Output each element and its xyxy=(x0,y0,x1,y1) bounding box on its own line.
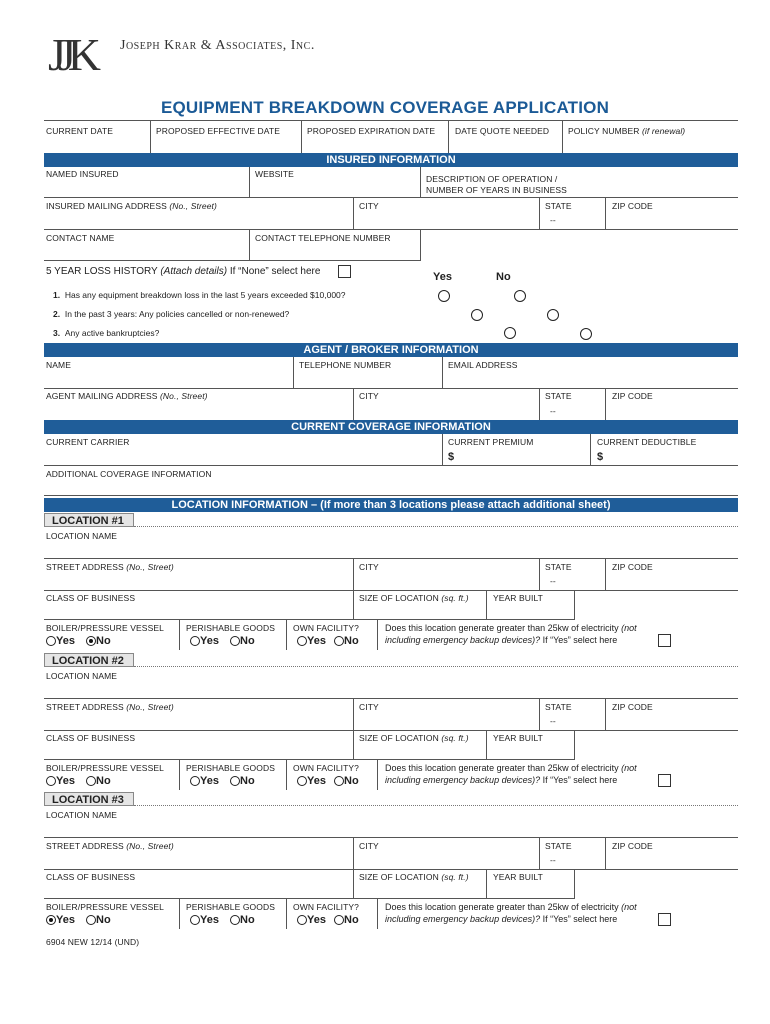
location-1-generator-question xyxy=(385,622,637,646)
divider xyxy=(353,591,354,619)
boiler-no-label: No xyxy=(96,775,111,787)
divider xyxy=(134,666,738,667)
location-2-perishable-options xyxy=(190,775,255,787)
named-insured-field[interactable]: NAMED INSURED xyxy=(46,169,119,179)
divider xyxy=(44,465,738,466)
years-in-business-label: NUMBER OF YEARS IN BUSINESS xyxy=(426,185,567,195)
divider xyxy=(44,260,421,261)
location-3-city-field[interactable]: CITY xyxy=(359,841,379,851)
divider xyxy=(353,731,354,759)
proposed-effective-date-field[interactable]: PROPOSED EFFECTIVE DATE xyxy=(156,126,280,136)
location-2-zip-field[interactable]: ZIP CODE xyxy=(612,702,653,712)
perishable-no-radio[interactable] xyxy=(230,636,240,646)
own-yes-radio[interactable] xyxy=(297,915,307,925)
divider xyxy=(44,495,738,496)
size-label: SIZE OF LOCATION xyxy=(359,872,439,882)
date-quote-needed-field[interactable]: DATE QUOTE NEEDED xyxy=(455,126,550,136)
divider xyxy=(301,121,302,153)
question-1-text: Has any equipment breakdown loss in the last 5 years exceeded $10,000? xyxy=(64,290,346,300)
divider xyxy=(44,837,738,838)
divider xyxy=(179,899,180,929)
location-2-size-field[interactable] xyxy=(359,733,469,743)
divider xyxy=(539,198,540,229)
question-3 xyxy=(53,328,159,338)
agent-email-field[interactable]: EMAIL ADDRESS xyxy=(448,360,518,370)
divider xyxy=(562,121,563,153)
loss-history-none: If “None” select here xyxy=(229,266,321,277)
q2-yes-radio[interactable] xyxy=(471,309,483,321)
size-label: SIZE OF LOCATION xyxy=(359,733,439,743)
location-3-state-field[interactable]: STATE xyxy=(545,841,572,851)
insured-state-field[interactable]: STATE xyxy=(545,201,572,211)
no-loss-checkbox[interactable] xyxy=(338,265,351,278)
perishable-yes-radio[interactable] xyxy=(190,776,200,786)
location-2-generator-question xyxy=(385,762,637,786)
question-2-text: In the past 3 years: Any policies cancelled or non-renewed? xyxy=(64,309,290,319)
perishable-no-radio[interactable] xyxy=(230,915,240,925)
gen-q1: Does this location generate greater than 25kw of electricity xyxy=(385,623,619,633)
divider xyxy=(605,699,606,731)
location-1-own-label: OWN FACILITY? xyxy=(293,623,360,633)
divider xyxy=(574,591,575,619)
location-3-perishable-label: PERISHABLE GOODS xyxy=(186,902,275,912)
location-1-perishable-label: PERISHABLE GOODS xyxy=(186,623,275,633)
location-2-city-field[interactable]: CITY xyxy=(359,702,379,712)
divider xyxy=(605,838,606,870)
location-band-text: LOCATION INFORMATION – (If more than 3 locations please attach additional sheet) xyxy=(171,499,611,511)
location-3-zip-field[interactable]: ZIP CODE xyxy=(612,841,653,851)
agent-mailing-note: (No., Street) xyxy=(160,391,208,401)
location-2-class-field[interactable]: CLASS OF BUSINESS xyxy=(46,733,136,743)
q1-no-radio[interactable] xyxy=(514,290,526,302)
divider xyxy=(442,434,443,465)
street-note: (No., Street) xyxy=(126,562,174,572)
location-3-class-field[interactable]: CLASS OF BUSINESS xyxy=(46,872,136,882)
own-no-radio[interactable] xyxy=(334,776,344,786)
divider xyxy=(448,121,449,153)
divider xyxy=(353,389,354,420)
insured-mailing-address-field[interactable] xyxy=(46,201,217,211)
location-1-state-value: -- xyxy=(550,576,556,586)
perishable-yes-label: Yes xyxy=(200,635,219,647)
current-carrier-field[interactable]: CURRENT CARRIER xyxy=(46,437,130,447)
gen-not: (not xyxy=(621,763,637,773)
location-3-state-value: -- xyxy=(550,855,556,865)
policy-number-label: POLICY NUMBER xyxy=(568,126,640,136)
no-column-header: No xyxy=(496,271,511,283)
size-note: (sq. ft.) xyxy=(441,872,469,882)
street-note: (No., Street) xyxy=(126,702,174,712)
boiler-yes-label: Yes xyxy=(56,914,75,926)
location-1-tab: LOCATION #1 xyxy=(44,513,134,527)
divider xyxy=(486,731,487,759)
street-label: STREET ADDRESS xyxy=(46,562,124,572)
own-no-radio[interactable] xyxy=(334,915,344,925)
divider xyxy=(353,699,354,731)
boiler-no-radio[interactable] xyxy=(86,636,96,646)
divider xyxy=(539,389,540,420)
boiler-yes-radio[interactable] xyxy=(46,776,56,786)
q3-no-radio[interactable] xyxy=(580,328,592,340)
boiler-no-radio[interactable] xyxy=(86,776,96,786)
location-2-perishable-label: PERISHABLE GOODS xyxy=(186,763,275,773)
divider xyxy=(605,559,606,591)
divider xyxy=(605,198,606,229)
location-2-boiler-options xyxy=(46,775,111,787)
location-3-boiler-label: BOILER/PRESSURE VESSEL xyxy=(46,902,164,912)
perishable-no-label: No xyxy=(240,635,255,647)
street-label: STREET ADDRESS xyxy=(46,702,124,712)
size-label: SIZE OF LOCATION xyxy=(359,593,439,603)
location-3-street-field[interactable] xyxy=(46,841,174,851)
boiler-yes-radio[interactable] xyxy=(46,915,56,925)
form-title: EQUIPMENT BREAKDOWN COVERAGE APPLICATION xyxy=(160,98,610,117)
location-2-name-field[interactable]: LOCATION NAME xyxy=(46,671,118,681)
perishable-yes-radio[interactable] xyxy=(190,915,200,925)
divider xyxy=(353,838,354,870)
agent-phone-field[interactable]: TELEPHONE NUMBER xyxy=(299,360,392,370)
size-note: (sq. ft.) xyxy=(441,593,469,603)
divider xyxy=(134,805,738,806)
gen-q1: Does this location generate greater than 25kw of electricity xyxy=(385,763,619,773)
divider xyxy=(44,120,738,121)
question-2 xyxy=(53,309,289,319)
divider xyxy=(44,730,738,731)
agent-zip-field[interactable]: ZIP CODE xyxy=(612,391,653,401)
location-1-generator-checkbox[interactable] xyxy=(658,634,671,647)
agent-city-field[interactable]: CITY xyxy=(359,391,379,401)
location-3-own-options xyxy=(297,914,359,926)
location-3-generator-question xyxy=(385,901,637,925)
divider xyxy=(286,899,287,929)
divider xyxy=(353,870,354,898)
location-1-zip-field[interactable]: ZIP CODE xyxy=(612,562,653,572)
current-premium-field[interactable]: CURRENT PREMIUM xyxy=(448,437,534,447)
website-field[interactable]: WEBSITE xyxy=(255,169,294,179)
divider xyxy=(539,699,540,731)
boiler-yes-label: Yes xyxy=(56,635,75,647)
own-no-label: No xyxy=(344,635,359,647)
divider xyxy=(486,870,487,898)
location-1-class-field[interactable]: CLASS OF BUSINESS xyxy=(46,593,136,603)
divider xyxy=(590,434,591,465)
divider xyxy=(286,620,287,650)
location-3-year-built-field[interactable]: YEAR BUILT xyxy=(493,872,543,882)
divider xyxy=(44,197,738,198)
agent-info-band: AGENT / BROKER INFORMATION xyxy=(44,343,738,357)
divider xyxy=(44,698,738,699)
agent-mailing-label: AGENT MAILING ADDRESS xyxy=(46,391,158,401)
q1-yes-radio[interactable] xyxy=(438,290,450,302)
own-no-label: No xyxy=(344,914,359,926)
divider xyxy=(44,590,738,591)
location-3-perishable-options xyxy=(190,914,255,926)
own-no-label: No xyxy=(344,775,359,787)
insured-state-value: -- xyxy=(550,215,556,225)
divider xyxy=(293,357,294,388)
agent-state-field[interactable]: STATE xyxy=(545,391,572,401)
insured-city-field[interactable]: CITY xyxy=(359,201,379,211)
insured-mailing-note: (No., Street) xyxy=(169,201,217,211)
location-3-name-field[interactable]: LOCATION NAME xyxy=(46,810,118,820)
location-2-generator-checkbox[interactable] xyxy=(658,774,671,787)
loss-history-label xyxy=(46,266,320,277)
divider xyxy=(44,619,575,620)
location-3-size-field[interactable] xyxy=(359,872,469,882)
location-1-street-field[interactable] xyxy=(46,562,174,572)
own-no-radio[interactable] xyxy=(334,636,344,646)
divider xyxy=(486,591,487,619)
boiler-no-label: No xyxy=(96,914,111,926)
divider xyxy=(44,558,738,559)
divider xyxy=(377,760,378,790)
divider xyxy=(539,559,540,591)
agent-state-value: -- xyxy=(550,406,556,416)
own-yes-radio[interactable] xyxy=(297,636,307,646)
insured-zip-field[interactable]: ZIP CODE xyxy=(612,201,653,211)
question-3-text: Any active bankruptcies? xyxy=(64,328,160,338)
divider xyxy=(44,388,738,389)
divider xyxy=(44,869,738,870)
policy-number-field[interactable] xyxy=(568,126,685,136)
divider xyxy=(286,760,287,790)
divider xyxy=(574,870,575,898)
coverage-info-band: CURRENT COVERAGE INFORMATION xyxy=(44,420,738,434)
perishable-no-radio[interactable] xyxy=(230,776,240,786)
divider xyxy=(44,898,575,899)
deductible-dollar: $ xyxy=(597,451,604,463)
divider xyxy=(605,389,606,420)
location-2-own-options xyxy=(297,775,359,787)
divider xyxy=(377,620,378,650)
additional-coverage-field[interactable]: ADDITIONAL COVERAGE INFORMATION xyxy=(46,469,212,479)
perishable-yes-label: Yes xyxy=(200,775,219,787)
divider xyxy=(539,838,540,870)
gen-q2: including emergency backup devices)? xyxy=(385,775,541,785)
company-name: Joseph Krar & Associates, Inc. xyxy=(120,38,315,53)
question-3-num: 3. xyxy=(53,328,61,338)
own-yes-radio[interactable] xyxy=(297,776,307,786)
location-1-state-field[interactable]: STATE xyxy=(545,562,572,572)
current-date-field[interactable]: CURRENT DATE xyxy=(46,126,114,136)
location-1-year-built-field[interactable]: YEAR BUILT xyxy=(493,593,543,603)
divider xyxy=(179,620,180,650)
boiler-no-radio[interactable] xyxy=(86,915,96,925)
premium-dollar: $ xyxy=(448,451,455,463)
divider xyxy=(179,760,180,790)
divider xyxy=(420,167,421,197)
size-note: (sq. ft.) xyxy=(441,733,469,743)
gen-not: (not xyxy=(621,623,637,633)
divider xyxy=(353,198,354,229)
question-2-num: 2. xyxy=(53,309,61,319)
location-1-perishable-options xyxy=(190,635,255,647)
q3-yes-radio[interactable] xyxy=(504,327,516,339)
boiler-yes-radio[interactable] xyxy=(46,636,56,646)
description-label[interactable]: DESCRIPTION OF OPERATION / xyxy=(426,174,558,184)
gen-q2: including emergency backup devices)? xyxy=(385,635,541,645)
gen-q3: If “Yes” select here xyxy=(542,914,618,924)
agent-mailing-address-field[interactable] xyxy=(46,391,208,401)
own-yes-label: Yes xyxy=(307,914,326,926)
location-2-own-label: OWN FACILITY? xyxy=(293,763,360,773)
divider xyxy=(420,230,421,260)
perishable-yes-radio[interactable] xyxy=(190,636,200,646)
q2-no-radio[interactable] xyxy=(547,309,559,321)
perishable-yes-label: Yes xyxy=(200,914,219,926)
own-yes-label: Yes xyxy=(307,775,326,787)
location-1-boiler-label: BOILER/PRESSURE VESSEL xyxy=(46,623,164,633)
location-2-street-field[interactable] xyxy=(46,702,174,712)
policy-number-note: (if renewal) xyxy=(642,126,686,136)
form-number: 6904 NEW 12/14 (UND) xyxy=(46,937,140,947)
divider xyxy=(249,167,250,197)
insured-info-band: INSURED INFORMATION xyxy=(44,153,738,167)
divider xyxy=(44,229,738,230)
divider xyxy=(150,121,151,153)
current-deductible-field[interactable]: CURRENT DEDUCTIBLE xyxy=(597,437,697,447)
own-yes-label: Yes xyxy=(307,635,326,647)
question-1-num: 1. xyxy=(53,290,61,300)
boiler-no-label: No xyxy=(96,635,111,647)
location-3-own-label: OWN FACILITY? xyxy=(293,902,360,912)
insured-mailing-label: INSURED MAILING ADDRESS xyxy=(46,201,167,211)
gen-q3: If “Yes” select here xyxy=(542,775,618,785)
gen-q1: Does this location generate greater than 25kw of electricity xyxy=(385,902,619,912)
location-info-band xyxy=(44,498,738,512)
divider xyxy=(377,899,378,929)
divider xyxy=(574,731,575,759)
location-1-city-field[interactable]: CITY xyxy=(359,562,379,572)
divider xyxy=(442,357,443,388)
location-2-state-value: -- xyxy=(550,716,556,726)
contact-phone-field[interactable]: CONTACT TELEPHONE NUMBER xyxy=(255,233,391,243)
loss-history-attach: (Attach details) xyxy=(160,266,228,277)
perishable-no-label: No xyxy=(240,914,255,926)
location-1-own-options xyxy=(297,635,359,647)
company-logo: JJK xyxy=(48,29,94,80)
location-3-boiler-options xyxy=(46,914,111,926)
location-2-tab: LOCATION #2 xyxy=(44,653,134,667)
proposed-expiration-date-field[interactable]: PROPOSED EXPIRATION DATE xyxy=(307,126,436,136)
agent-name-field[interactable]: NAME xyxy=(46,360,71,370)
location-1-size-field[interactable] xyxy=(359,593,469,603)
location-3-tab: LOCATION #3 xyxy=(44,792,134,806)
location-2-state-field[interactable]: STATE xyxy=(545,702,572,712)
contact-name-field[interactable]: CONTACT NAME xyxy=(46,233,115,243)
divider xyxy=(353,559,354,591)
question-1 xyxy=(53,290,346,300)
divider xyxy=(134,526,738,527)
street-label: STREET ADDRESS xyxy=(46,841,124,851)
perishable-no-label: No xyxy=(240,775,255,787)
boiler-yes-label: Yes xyxy=(56,775,75,787)
divider xyxy=(249,230,250,260)
location-1-name-field[interactable]: LOCATION NAME xyxy=(46,531,118,541)
gen-not: (not xyxy=(621,902,637,912)
yes-column-header: Yes xyxy=(433,271,452,283)
location-1-boiler-options xyxy=(46,635,111,647)
gen-q3: If “Yes” select here xyxy=(542,635,618,645)
street-note: (No., Street) xyxy=(126,841,174,851)
location-2-boiler-label: BOILER/PRESSURE VESSEL xyxy=(46,763,164,773)
location-3-generator-checkbox[interactable] xyxy=(658,913,671,926)
location-2-year-built-field[interactable]: YEAR BUILT xyxy=(493,733,543,743)
loss-history-title: 5 YEAR LOSS HISTORY xyxy=(46,266,158,277)
divider xyxy=(44,759,575,760)
gen-q2: including emergency backup devices)? xyxy=(385,914,541,924)
